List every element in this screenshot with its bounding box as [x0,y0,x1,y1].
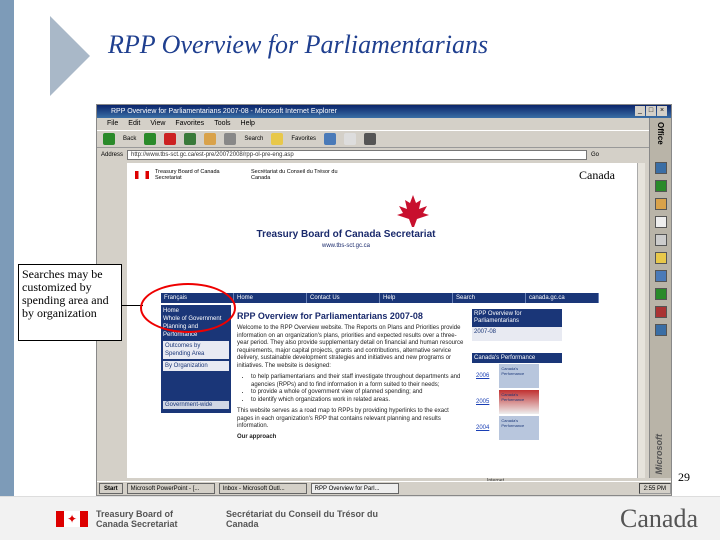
performance-2004-cover[interactable]: Canada's Performance [499,416,539,440]
office-word-icon[interactable] [655,162,667,174]
callout-box: Searches may be customized by spending area and by organization [18,264,122,341]
office-notes-icon[interactable] [655,252,667,264]
slide-title: RPP Overview for Parliamentarians [108,30,489,59]
leftnav-whole-government[interactable]: Whole of Government [163,316,222,322]
performance-2006-link[interactable]: 2006 [476,373,490,379]
footer-sig-en: Treasury Board of Canada Secretariat [96,508,178,529]
menu-edit[interactable]: Edit [128,120,141,127]
webpage-signature [127,163,637,187]
webpage-sig-fr: Secrétariat du Conseil du Trésor du Canada [251,169,338,181]
webpage-heading: RPP Overview for Parliamentarians 2007-08 [237,311,423,321]
office-project-icon[interactable] [655,288,667,300]
go-button[interactable]: Go [591,152,600,158]
nav-contact[interactable]: Contact Us [307,293,380,303]
office-folder-icon[interactable] [655,234,667,246]
mail-icon[interactable] [344,133,356,145]
leftnav-planning-performance[interactable]: Planning and Performance [163,324,199,338]
performance-2004-link[interactable]: 2004 [476,425,490,431]
nav-francais[interactable]: Français [161,293,234,303]
maximize-icon[interactable]: □ [646,106,656,116]
task-powerpoint[interactable]: Microsoft PowerPoint - [... [127,483,215,494]
search-icon[interactable] [224,133,236,145]
leftnav-by-organization[interactable]: By Organization [163,361,229,371]
webpage-sig-en: Treasury Board of Canada Secretariat [155,169,220,181]
leftnav-government-wide[interactable]: Government-wide [163,401,229,409]
nav-help[interactable]: Help [380,293,453,303]
system-clock: 2:55 PM [639,483,671,494]
list-item: • to identify which organizations work in related areas. [251,397,465,405]
home-icon[interactable] [204,133,216,145]
menu-tools[interactable]: Tools [214,120,231,127]
stop-icon[interactable] [164,133,176,145]
right-rpp-heading: RPP Overview for Parliamentarians [472,309,562,327]
menu-favorites[interactable]: Favorites [175,120,205,127]
list-item [472,415,562,441]
canada-flag-icon [135,171,149,179]
webpage-right-column [472,309,562,441]
address-bar [97,148,671,162]
webpage-main-content [237,311,465,441]
task-outlook[interactable]: Inbox - Microsoft Outl... [219,483,307,494]
leftnav-outcomes-spending[interactable]: Outcomes by Spending Area [163,341,229,359]
slide-side-bar [0,0,14,496]
windows-taskbar [97,481,671,495]
nav-search[interactable]: Search [453,293,526,303]
slide-footer [0,496,720,540]
forward-icon[interactable] [144,133,156,145]
office-excel-icon[interactable] [655,180,667,192]
window-title: RPP Overview for Parliamentarians 2007-08 - Microsoft Internet Explorer [111,108,337,115]
list-item [472,389,562,415]
office-help-icon[interactable] [655,324,667,336]
back-button[interactable]: Back [123,136,137,142]
search-button[interactable]: Search [244,136,264,142]
performance-2005-link[interactable]: 2005 [476,399,490,405]
slide-chevron-decoration [50,16,90,96]
right-rpp-select[interactable]: 2007-08 [472,327,562,341]
banner-title: Treasury Board of Canada Secretariat [256,229,436,240]
office-publisher-icon[interactable] [655,306,667,318]
start-button[interactable]: Start [99,483,123,494]
performance-2006-cover[interactable]: Canada's Performance [499,364,539,388]
favorites-button[interactable]: Favorites [291,136,317,142]
office-access-icon[interactable] [655,270,667,282]
browser-toolbar [97,130,671,148]
webpage-intro: Welcome to the RPP Overview website. The Reports on Plans and Priorities provide information on an organization's plans, priorities and expected results over a three-year period. They also provide supplementary detail on financial and human resource requirements, major capital projects, grants and contributions, alternative service delivery, sustainable development strategies and initiatives and new programs or initiatives. The website is designed: [237,325,464,369]
office-powerpoint-icon[interactable] [655,198,667,210]
office-shortcut-bar [649,118,671,478]
task-rpp-overview[interactable]: RPP Overview for Parl... [311,483,399,494]
webpage-wordmark: Canada [579,167,615,182]
address-input[interactable]: http://www.tbs-sct.gc.ca/est-pre/20072008/rpp-ol-pre-eng.asp [127,150,587,160]
browser-menu-bar [97,118,671,130]
footer-wordmark: Canada [620,503,698,533]
menu-file[interactable]: File [107,120,119,127]
list-item [472,363,562,389]
nav-home[interactable]: Home [234,293,307,303]
nav-canada-gc[interactable]: canada.gc.ca [526,293,599,303]
window-controls [635,106,667,116]
history-icon[interactable] [324,133,336,145]
highlight-oval [140,283,236,333]
performance-2005-cover[interactable]: Canada's Performance [499,390,539,414]
our-approach-heading: Our approach [237,433,277,440]
print-icon[interactable] [364,133,376,145]
list-item: • to provide a whole of government view of planned spending; and [251,389,465,397]
office-vendor-label: Microsoft [654,433,664,474]
webpage-bullets [251,374,465,404]
address-label: Address [101,152,124,158]
office-label: Office [656,122,665,145]
minimize-icon[interactable]: _ [635,106,645,116]
menu-view[interactable]: View [150,120,166,127]
list-item: • to help parliamentarians and their staff investigate throughout departments and agencies (RPPs) and to find information in a form suited to their needs; [251,374,465,389]
footer-flag-icon [56,511,88,527]
leftnav-home[interactable]: Home [163,308,180,314]
footer-sig-fr: Secrétariat du Conseil du Trésor du Canada [226,508,379,529]
close-icon[interactable]: × [657,106,667,116]
office-outlook-icon[interactable] [655,216,667,228]
right-performance-heading: Canada's Performance [472,353,562,363]
vertical-scrollbar[interactable] [637,163,645,478]
webpage-closing: This website serves as a road map to RPPs by providing hyperlinks to the exact pages in each organization's RPP that contains relevant planning and results information. [237,408,449,429]
back-icon[interactable] [103,133,115,145]
browser-title-bar [97,105,671,118]
page-number: 29 [678,470,690,484]
refresh-icon[interactable] [184,133,196,145]
menu-help[interactable]: Help [240,120,255,127]
maple-leaf-icon [393,193,433,229]
favorites-icon[interactable] [271,133,283,145]
banner-subtitle: www.tbs-sct.gc.ca [321,243,370,249]
